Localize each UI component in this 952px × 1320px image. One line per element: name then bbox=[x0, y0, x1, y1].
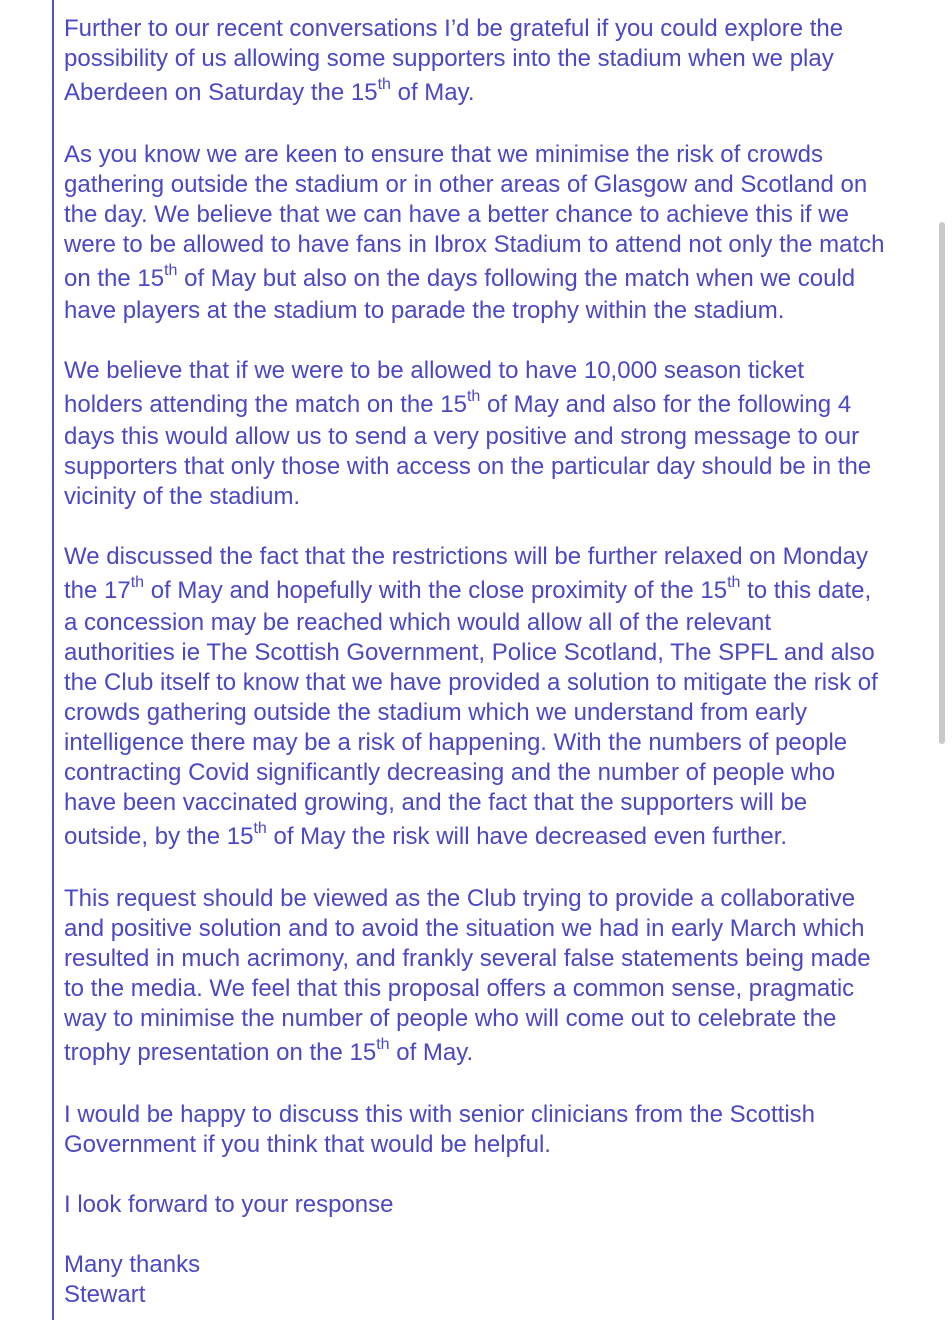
ordinal-suffix: th bbox=[164, 262, 178, 279]
text-line: supporters that only those with access on the particular day should be in the bbox=[64, 453, 872, 480]
text-segment: of May. bbox=[389, 1039, 474, 1066]
text-line: and positive solution and to avoid the situation we had in early March which bbox=[64, 915, 865, 942]
text-segment: trophy presentation on the 15 bbox=[64, 1039, 377, 1066]
text-segment: of May but also on the days following the match when we could bbox=[177, 265, 856, 292]
scrollbar[interactable] bbox=[939, 222, 945, 744]
text-segment: on the 15 bbox=[64, 265, 165, 292]
paragraph-3 bbox=[64, 356, 924, 512]
signature-name: Stewart bbox=[64, 1281, 146, 1308]
text-line: days this would allow us to send a very positive and strong message to our bbox=[64, 423, 860, 450]
text-line: possibility of us allowing some supporters into the stadium when we play bbox=[64, 45, 834, 72]
text-line bbox=[64, 386, 924, 422]
paragraph-7 bbox=[64, 1190, 924, 1220]
text-line: have been vaccinated growing, and the fact that the supporters will be bbox=[64, 789, 808, 816]
paragraph-5 bbox=[64, 884, 924, 1070]
text-line: to the media. We feel that this proposal offers a common sense, pragmatic bbox=[64, 975, 855, 1002]
text-line: authorities ie The Scottish Government, Police Scotland, The SPFL and also bbox=[64, 639, 875, 666]
text-line: crowds gathering outside the stadium which we understand from early bbox=[64, 699, 808, 726]
text-line bbox=[64, 74, 924, 110]
text-segment: to this date, bbox=[740, 577, 872, 604]
text-line bbox=[64, 260, 924, 296]
text-line: We discussed the fact that the restrictions will be further relaxed on Monday bbox=[64, 543, 868, 570]
text-line bbox=[64, 572, 924, 608]
text-line bbox=[64, 1034, 924, 1070]
paragraph-6 bbox=[64, 1100, 924, 1160]
text-segment: Aberdeen on Saturday the 15 bbox=[64, 79, 378, 106]
text-segment: of May and hopefully with the close proximity of the 15 bbox=[144, 577, 728, 604]
text-line: We believe that if we were to be allowed to have 10,000 season ticket bbox=[64, 357, 805, 384]
paragraph-1 bbox=[64, 14, 924, 110]
ordinal-suffix: th bbox=[130, 574, 145, 591]
text-segment: the 17 bbox=[64, 577, 131, 604]
text-segment: of May. bbox=[390, 79, 475, 106]
text-line: have players at the stadium to parade the trophy within the stadium. bbox=[64, 297, 785, 324]
ordinal-suffix: th bbox=[466, 388, 481, 405]
text-segment: outside, by the 15 bbox=[64, 823, 254, 850]
ordinal-suffix: th bbox=[253, 820, 267, 837]
text-line: way to minimise the number of people who will come out to celebrate the bbox=[64, 1005, 837, 1032]
text-line: This request should be viewed as the Club trying to provide a collaborative bbox=[64, 885, 856, 912]
text-line: resulted in much acrimony, and frankly several false statements being made bbox=[64, 945, 871, 972]
text-line: vicinity of the stadium. bbox=[64, 483, 301, 510]
text-line: were to be allowed to have fans in Ibrox Stadium to attend not only the match bbox=[64, 231, 885, 258]
text-line bbox=[64, 818, 924, 854]
text-segment: of May the risk will have decreased even further. bbox=[266, 823, 788, 850]
paragraph-2 bbox=[64, 140, 924, 326]
sign-off bbox=[64, 1250, 924, 1310]
ordinal-suffix: th bbox=[376, 1036, 390, 1053]
paragraph-4 bbox=[64, 542, 924, 854]
text-line: As you know we are keen to ensure that we minimise the risk of crowds bbox=[64, 141, 823, 168]
text-segment: of May and also for the following 4 bbox=[480, 391, 852, 418]
text-line: contracting Covid significantly decreasing and the number of people who bbox=[64, 759, 836, 786]
text-line: intelligence there may be a risk of happening. With the numbers of people bbox=[64, 729, 848, 756]
text-line: Further to our recent conversations I’d be grateful if you could explore the bbox=[64, 15, 844, 42]
letter-body bbox=[64, 14, 924, 1310]
text-line: Government if you think that would be helpful. bbox=[64, 1131, 551, 1158]
text-line: a concession may be reached which would allow all of the relevant bbox=[64, 609, 772, 636]
text-line: the day. We believe that we can have a better chance to achieve this if we bbox=[64, 201, 849, 228]
ordinal-suffix: th bbox=[377, 76, 391, 93]
text-line: gathering outside the stadium or in other areas of Glasgow and Scotland on bbox=[64, 171, 868, 198]
text-line: I would be happy to discuss this with senior clinicians from the Scottish bbox=[64, 1101, 816, 1128]
text-line: the Club itself to know that we have provided a solution to mitigate the risk of bbox=[64, 669, 878, 696]
ordinal-suffix: th bbox=[727, 574, 741, 591]
quoted-text-bar bbox=[52, 0, 54, 1320]
text-line: I look forward to your response bbox=[64, 1191, 394, 1218]
sign-off-line: Many thanks bbox=[64, 1251, 201, 1278]
text-segment: holders attending the match on the 15 bbox=[64, 391, 467, 418]
